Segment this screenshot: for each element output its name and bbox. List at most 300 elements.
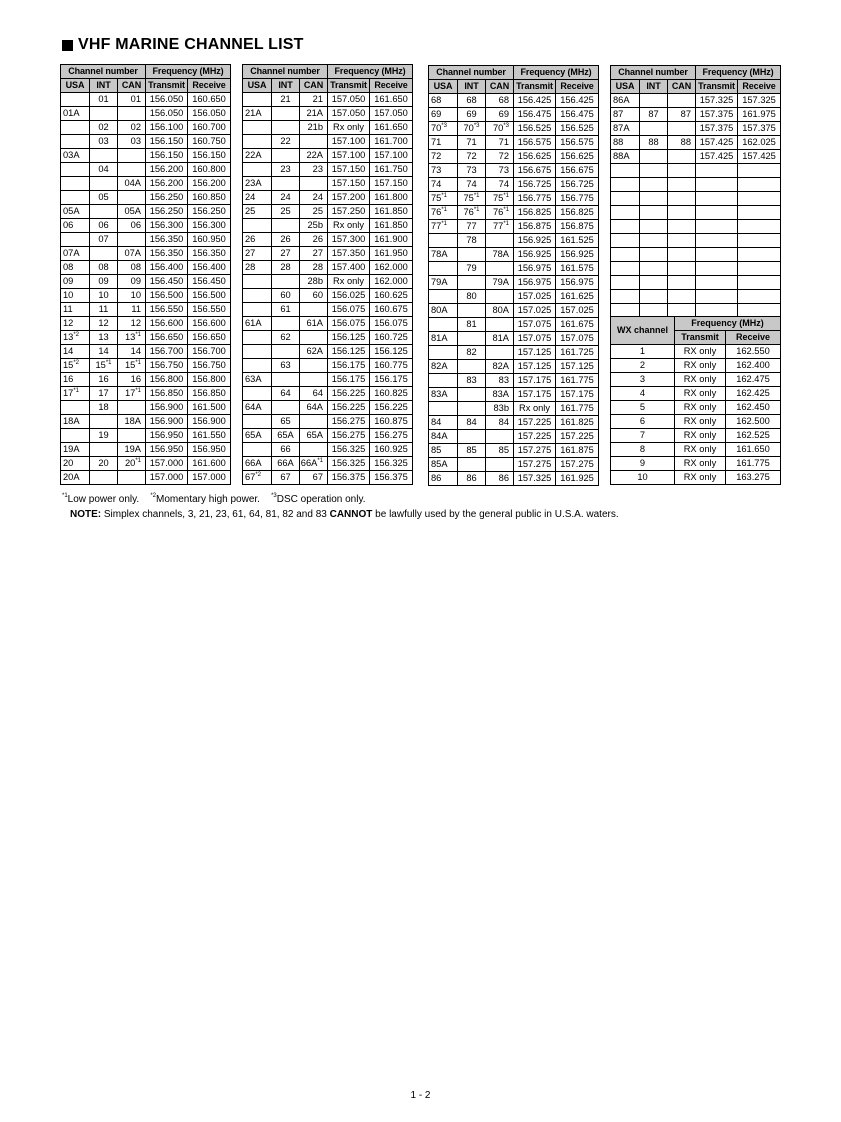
table-row <box>611 94 781 108</box>
cell-transmit: 156.925 <box>514 248 556 262</box>
wx-row <box>611 415 781 429</box>
cell-receive: 160.850 <box>188 191 231 205</box>
cell-can <box>486 318 514 332</box>
cell-receive: 157.225 <box>556 430 599 444</box>
cell-transmit <box>696 164 738 178</box>
cell-usa <box>61 401 90 415</box>
cell-transmit: 156.225 <box>328 387 370 401</box>
cell-receive: 161.550 <box>188 429 231 443</box>
cell-int: 62 <box>272 331 300 345</box>
table-row <box>243 331 413 345</box>
cell-can <box>118 471 146 485</box>
note-text-after: be lawfully used by the general public in U.S.A. waters. <box>375 509 619 520</box>
cell-usa <box>429 234 458 248</box>
cell-usa: 61A <box>243 317 272 331</box>
cell-receive: 160.800 <box>188 163 231 177</box>
table-row <box>61 289 231 303</box>
cell-transmit: 156.025 <box>328 289 370 303</box>
header-can: CAN <box>486 80 514 94</box>
cell-usa <box>429 262 458 276</box>
cell-int <box>458 430 486 444</box>
cell-receive: 161.775 <box>556 402 599 416</box>
cell-transmit <box>696 192 738 206</box>
header-channel-number: Channel number <box>61 65 146 79</box>
table-row <box>611 234 781 248</box>
table-row <box>243 93 413 107</box>
cell-usa <box>243 163 272 177</box>
wx-row <box>611 457 781 471</box>
header-usa: USA <box>611 80 640 94</box>
table-row <box>429 304 599 318</box>
table-row <box>429 430 599 444</box>
cell-transmit: 156.150 <box>146 135 188 149</box>
cell-receive: 156.650 <box>188 331 231 345</box>
cell-int <box>90 149 118 163</box>
cell-can <box>118 191 146 205</box>
cell-receive <box>738 164 781 178</box>
cell-receive: 156.550 <box>188 303 231 317</box>
cell-usa: 72 <box>429 150 458 164</box>
cell-int <box>90 471 118 485</box>
cell-int: 15$^{*1}$ <box>90 359 118 373</box>
cell-usa: 86 <box>429 472 458 486</box>
cell-int <box>272 401 300 415</box>
cell-transmit: 156.625 <box>514 150 556 164</box>
cell-int <box>90 205 118 219</box>
cell-int: 86 <box>458 472 486 486</box>
cell-can: 68 <box>486 94 514 108</box>
cell-int: 11 <box>90 303 118 317</box>
cell-int <box>90 107 118 121</box>
cell-usa: 67$^{*2}$ <box>243 471 272 485</box>
cell-receive: 161.650 <box>370 121 413 135</box>
table-row <box>429 122 599 136</box>
cell-usa: 71 <box>429 136 458 150</box>
cell-receive: 160.675 <box>370 303 413 317</box>
header-channel-number: Channel number <box>611 66 696 80</box>
cell-int <box>90 415 118 429</box>
cell-int <box>458 276 486 290</box>
cell-can: 62A <box>300 345 328 359</box>
table-row <box>61 429 231 443</box>
cell-int <box>458 360 486 374</box>
table-row <box>611 248 781 262</box>
header-frequency: Frequency (MHz) <box>696 66 781 80</box>
wx-cell-transmit: RX only <box>675 345 726 359</box>
cell-transmit: 156.050 <box>146 93 188 107</box>
cell-transmit: 157.375 <box>696 122 738 136</box>
cell-can: 21A <box>300 107 328 121</box>
cell-transmit: 157.425 <box>696 150 738 164</box>
cell-usa: 18A <box>61 415 90 429</box>
cell-receive: 157.275 <box>556 458 599 472</box>
cell-receive: 157.175 <box>556 388 599 402</box>
table-row <box>429 248 599 262</box>
cell-receive: 156.800 <box>188 373 231 387</box>
cell-can <box>300 415 328 429</box>
cell-int: 84 <box>458 416 486 430</box>
table-row <box>61 275 231 289</box>
cell-usa: 25 <box>243 205 272 219</box>
cell-receive <box>738 192 781 206</box>
table-row <box>611 262 781 276</box>
cell-receive: 161.900 <box>370 233 413 247</box>
cell-usa <box>429 374 458 388</box>
cell-receive: 161.575 <box>556 262 599 276</box>
wx-cell-receive: 161.775 <box>726 457 781 471</box>
cell-can: 88 <box>668 136 696 150</box>
cell-transmit: 157.075 <box>514 332 556 346</box>
cell-transmit <box>696 178 738 192</box>
cell-int: 27 <box>272 247 300 261</box>
cell-receive: 156.225 <box>370 401 413 415</box>
cell-receive: 156.050 <box>188 107 231 121</box>
wx-cell-transmit: RX only <box>675 443 726 457</box>
table-row <box>61 317 231 331</box>
cell-usa: 16 <box>61 373 90 387</box>
cell-transmit: 156.500 <box>146 289 188 303</box>
table-row <box>61 345 231 359</box>
table-row <box>243 303 413 317</box>
cell-usa: 27 <box>243 247 272 261</box>
cell-usa: 11 <box>61 303 90 317</box>
cell-transmit: 156.050 <box>146 107 188 121</box>
table-row <box>243 415 413 429</box>
table-row <box>61 233 231 247</box>
cell-transmit: 156.800 <box>146 373 188 387</box>
cell-can: 21 <box>300 93 328 107</box>
cell-transmit: 157.000 <box>146 471 188 485</box>
cell-usa: 75$^{*1}$ <box>429 192 458 206</box>
cell-receive: 161.925 <box>556 472 599 486</box>
table-row <box>429 262 599 276</box>
cell-int: 28 <box>272 261 300 275</box>
cell-usa <box>243 331 272 345</box>
cell-receive: 156.975 <box>556 276 599 290</box>
cell-can: 83A <box>486 388 514 402</box>
table-row <box>243 149 413 163</box>
wx-cell-transmit: RX only <box>675 401 726 415</box>
cell-int: 19 <box>90 429 118 443</box>
table-row <box>429 108 599 122</box>
table-row <box>61 373 231 387</box>
cell-usa: 20 <box>61 457 90 471</box>
cell-transmit: Rx only <box>328 121 370 135</box>
header-transmit: Transmit <box>328 79 370 93</box>
cell-int: 67 <box>272 471 300 485</box>
cell-transmit <box>696 220 738 234</box>
table-row <box>611 206 781 220</box>
cell-can: 04A <box>118 177 146 191</box>
cell-int: 85 <box>458 444 486 458</box>
table-row <box>611 290 781 304</box>
cell-transmit: 156.875 <box>514 220 556 234</box>
cell-usa <box>611 234 640 248</box>
cell-usa: 17$^{*1}$ <box>61 387 90 401</box>
cell-transmit: 156.400 <box>146 261 188 275</box>
wx-cell-channel: 5 <box>611 401 675 415</box>
cell-receive: 160.625 <box>370 289 413 303</box>
cell-int: 25 <box>272 205 300 219</box>
cell-can: 67 <box>300 471 328 485</box>
cell-int: 60 <box>272 289 300 303</box>
cell-usa <box>61 233 90 247</box>
cell-usa: 77$^{*1}$ <box>429 220 458 234</box>
cell-int: 65A <box>272 429 300 443</box>
cell-int: 12 <box>90 317 118 331</box>
cell-usa: 70$^{*3}$ <box>429 122 458 136</box>
cell-int: 18 <box>90 401 118 415</box>
cell-int: 88 <box>640 136 668 150</box>
table-row <box>429 444 599 458</box>
cell-usa: 06 <box>61 219 90 233</box>
cell-transmit: 157.325 <box>514 472 556 486</box>
table-row <box>61 247 231 261</box>
cell-receive: 160.775 <box>370 359 413 373</box>
table-row <box>243 345 413 359</box>
cell-receive <box>738 276 781 290</box>
cell-receive: 157.425 <box>738 150 781 164</box>
cell-transmit: 157.125 <box>514 360 556 374</box>
cell-receive: 161.950 <box>370 247 413 261</box>
cell-usa: 86A <box>611 94 640 108</box>
cell-transmit: 156.350 <box>146 247 188 261</box>
cell-can <box>668 164 696 178</box>
cell-usa: 87 <box>611 108 640 122</box>
table-row <box>611 178 781 192</box>
cell-receive: 161.725 <box>556 346 599 360</box>
wx-cell-receive: 162.550 <box>726 345 781 359</box>
cell-int: 75$^{*1}$ <box>458 192 486 206</box>
wx-cell-receive: 162.450 <box>726 401 781 415</box>
cell-receive: 156.675 <box>556 164 599 178</box>
cell-usa: 15$^{*2}$ <box>61 359 90 373</box>
table-row <box>243 121 413 135</box>
cell-transmit: 156.075 <box>328 317 370 331</box>
cell-receive <box>738 220 781 234</box>
wx-channel-table <box>610 316 781 485</box>
cell-receive: 156.875 <box>556 220 599 234</box>
cell-int <box>458 388 486 402</box>
cell-usa: 64A <box>243 401 272 415</box>
wx-row <box>611 345 781 359</box>
wx-cell-receive: 161.650 <box>726 443 781 457</box>
cell-int <box>90 177 118 191</box>
table-row <box>61 191 231 205</box>
cell-can: 11 <box>118 303 146 317</box>
cell-usa <box>611 192 640 206</box>
cell-can <box>668 192 696 206</box>
cell-can: 02 <box>118 121 146 135</box>
cell-int: 69 <box>458 108 486 122</box>
cell-receive: 157.075 <box>556 332 599 346</box>
cell-usa: 76$^{*1}$ <box>429 206 458 220</box>
cell-can: $66A^{*1}$ <box>300 457 328 471</box>
cell-transmit: 156.950 <box>146 429 188 443</box>
header-frequency: Frequency (MHz) <box>328 65 413 79</box>
cell-int <box>640 234 668 248</box>
table-row <box>243 317 413 331</box>
cell-int: 83 <box>458 374 486 388</box>
cell-transmit: 156.250 <box>146 191 188 205</box>
cell-receive: 156.625 <box>556 150 599 164</box>
cell-can: 06 <box>118 219 146 233</box>
table-row <box>611 136 781 150</box>
cell-transmit: Rx only <box>328 219 370 233</box>
cell-transmit: 157.375 <box>696 108 738 122</box>
cell-can <box>300 331 328 345</box>
wx-header-transmit: Transmit <box>675 331 726 345</box>
cell-receive: 162.000 <box>370 261 413 275</box>
cell-usa <box>611 220 640 234</box>
header-can: CAN <box>668 80 696 94</box>
cell-can: 73 <box>486 164 514 178</box>
cell-usa <box>611 276 640 290</box>
cell-transmit: 157.175 <box>514 388 556 402</box>
wx-header-channel: WX channel <box>611 317 675 345</box>
cell-can: 14 <box>118 345 146 359</box>
cell-usa: 07A <box>61 247 90 261</box>
cell-can <box>486 346 514 360</box>
table-row <box>61 457 231 471</box>
cell-usa: 66A <box>243 457 272 471</box>
table-row <box>429 318 599 332</box>
cell-int: 17 <box>90 387 118 401</box>
cell-transmit: 156.475 <box>514 108 556 122</box>
cell-int: 09 <box>90 275 118 289</box>
cell-receive: 161.600 <box>188 457 231 471</box>
cell-can: 27 <box>300 247 328 261</box>
cell-int: 63 <box>272 359 300 373</box>
cell-int: 61 <box>272 303 300 317</box>
table-row <box>61 93 231 107</box>
cell-can: 25b <box>300 219 328 233</box>
note-text: Simplex channels, 3, 21, 23, 61, 64, 81, 82 and 83 <box>103 509 327 520</box>
cell-can <box>668 276 696 290</box>
cell-int <box>272 177 300 191</box>
cell-transmit: 156.700 <box>146 345 188 359</box>
table-row <box>611 192 781 206</box>
cell-usa: 19A <box>61 443 90 457</box>
cell-transmit: 156.825 <box>514 206 556 220</box>
cell-transmit: 156.600 <box>146 317 188 331</box>
cell-usa: 01A <box>61 107 90 121</box>
header-int: INT <box>272 79 300 93</box>
cell-int <box>458 458 486 472</box>
cell-int <box>640 206 668 220</box>
table-row <box>429 150 599 164</box>
table-row <box>429 220 599 234</box>
wx-row <box>611 471 781 485</box>
wx-cell-transmit: RX only <box>675 429 726 443</box>
cell-receive: 156.275 <box>370 429 413 443</box>
cell-receive: 156.825 <box>556 206 599 220</box>
cell-transmit: 156.300 <box>146 219 188 233</box>
note-emphasis: CANNOT <box>329 509 373 520</box>
cell-receive: 156.925 <box>556 248 599 262</box>
cell-transmit: 156.675 <box>514 164 556 178</box>
cell-transmit <box>696 262 738 276</box>
cell-transmit: 156.525 <box>514 122 556 136</box>
table-row <box>61 107 231 121</box>
cell-int <box>640 220 668 234</box>
footnote-mark: *1 <box>62 493 68 499</box>
cell-receive: 156.450 <box>188 275 231 289</box>
cell-transmit: 156.175 <box>328 373 370 387</box>
cell-usa: 10 <box>61 289 90 303</box>
cell-usa: 73 <box>429 164 458 178</box>
cell-receive: 156.950 <box>188 443 231 457</box>
cell-int: 64 <box>272 387 300 401</box>
cell-can: 83 <box>486 374 514 388</box>
cell-usa: 69 <box>429 108 458 122</box>
cell-receive: 156.900 <box>188 415 231 429</box>
table-row <box>243 373 413 387</box>
header-channel-number: Channel number <box>243 65 328 79</box>
cell-usa: 21A <box>243 107 272 121</box>
cell-receive: 156.575 <box>556 136 599 150</box>
cell-can: 28 <box>300 261 328 275</box>
cell-can: 76$^{*1}$ <box>486 206 514 220</box>
cell-can <box>118 401 146 415</box>
cell-usa: 83A <box>429 388 458 402</box>
table-row <box>611 108 781 122</box>
cell-transmit <box>696 276 738 290</box>
wx-cell-receive: 162.400 <box>726 359 781 373</box>
cell-can: 71 <box>486 136 514 150</box>
footnote-text: Low power only. <box>67 494 140 505</box>
cell-receive: 160.750 <box>188 135 231 149</box>
cell-can <box>300 443 328 457</box>
cell-receive: 157.150 <box>370 177 413 191</box>
table-row <box>61 359 231 373</box>
cell-receive: 156.600 <box>188 317 231 331</box>
table-row <box>243 247 413 261</box>
cell-usa <box>611 178 640 192</box>
cell-can: 82A <box>486 360 514 374</box>
wx-cell-channel: 7 <box>611 429 675 443</box>
cell-usa: 81A <box>429 332 458 346</box>
cell-can <box>118 233 146 247</box>
cell-transmit: 157.100 <box>328 149 370 163</box>
cell-usa: 84A <box>429 430 458 444</box>
table-row <box>243 261 413 275</box>
cell-int: 20 <box>90 457 118 471</box>
table-row <box>243 429 413 443</box>
cell-usa <box>243 219 272 233</box>
header-channel-number: Channel number <box>429 66 514 80</box>
cell-transmit: 156.200 <box>146 163 188 177</box>
wx-row <box>611 387 781 401</box>
cell-can <box>486 262 514 276</box>
cell-transmit: 156.975 <box>514 276 556 290</box>
cell-can: 61A <box>300 317 328 331</box>
table-row <box>429 192 599 206</box>
cell-transmit: 156.250 <box>146 205 188 219</box>
table-row <box>429 458 599 472</box>
cell-int: 04 <box>90 163 118 177</box>
cell-usa: 09 <box>61 275 90 289</box>
cell-usa <box>243 345 272 359</box>
cell-receive: 156.250 <box>188 205 231 219</box>
table-row <box>429 416 599 430</box>
cell-transmit: 156.100 <box>146 121 188 135</box>
cell-receive <box>738 178 781 192</box>
cell-int <box>272 373 300 387</box>
cell-transmit <box>696 248 738 262</box>
cell-can: 83b <box>486 402 514 416</box>
header-frequency: Frequency (MHz) <box>514 66 599 80</box>
